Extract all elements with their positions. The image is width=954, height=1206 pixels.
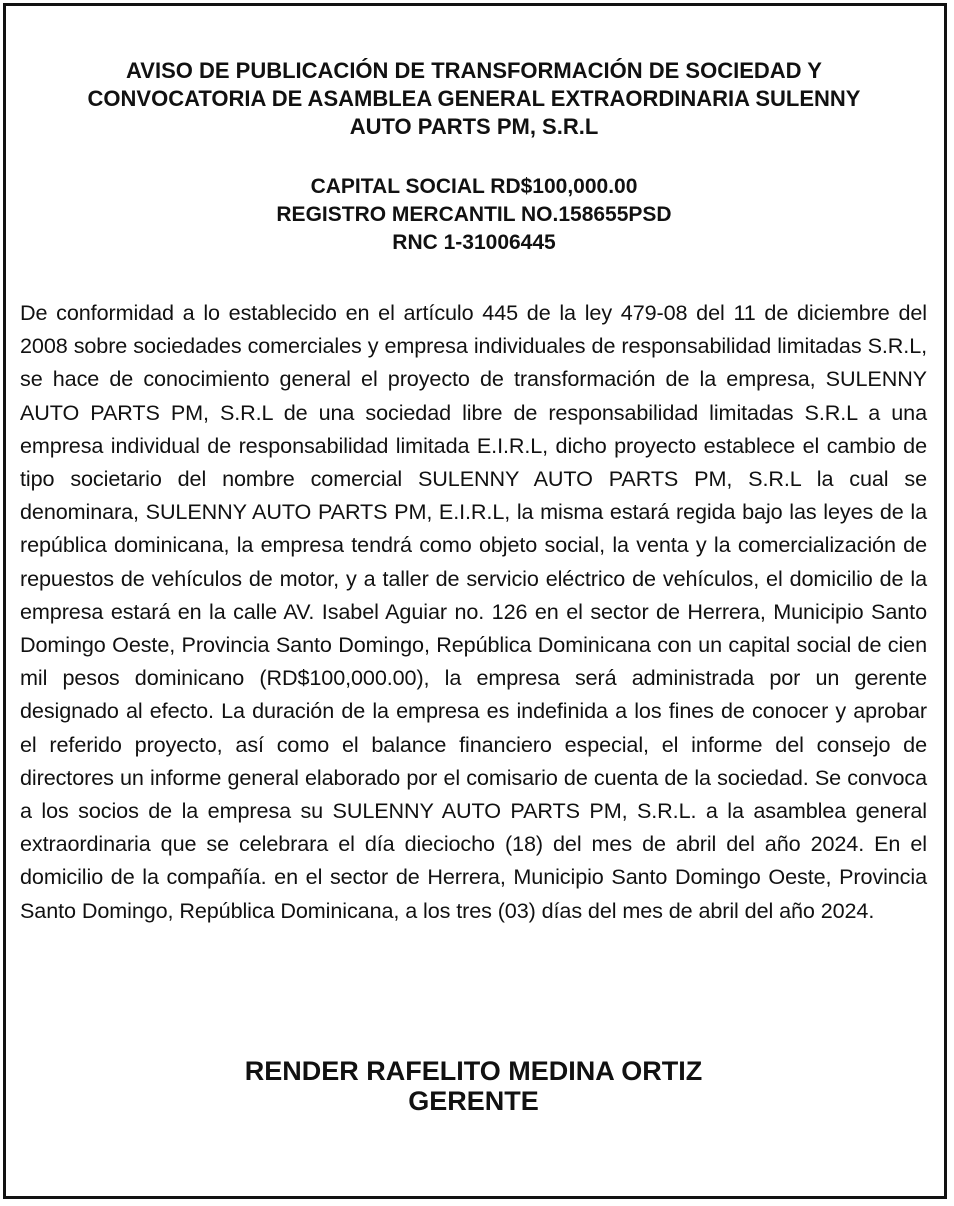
signer-title: GERENTE <box>408 1086 539 1116</box>
registro-mercantil: REGISTRO MERCANTIL NO.158655PSD <box>276 203 672 226</box>
title-line-3: AUTO PARTS PM, S.R.L <box>349 114 599 139</box>
signature-block <box>20 1056 927 1116</box>
title-line-2: CONVOCATORIA DE ASAMBLEA GENERAL EXTRAORDINARIA SULENNY <box>87 86 861 111</box>
capital-social: CAPITAL SOCIAL RD$100,000.00 <box>310 175 638 198</box>
notice-body: De conformidad a lo establecido en el artículo 445 de la ley 479-08 del 11 de diciembre del 2008 sobre sociedades comerciales y empresa individuales de responsabilidad limitadas S.R.L, se hace de conocimiento general el proyecto de transformación de la empresa, SULENNY AUTO PARTS PM, S.R.L de una sociedad libre de responsabilidad limitadas S.R.L a una empresa individual de responsabilidad limitada E.I.R.L, dicho proyecto establece el cambio de tipo societario del nombre comercial SULENNY AUTO PARTS PM, S.R.L la cual se denominara, SULENNY AUTO PARTS PM, E.I.R.L, la misma estará regida bajo las leyes de la república dominicana, la empresa tendrá como objeto social, la venta y la comercialización de repuestos de vehículos de motor, y a taller de servicio eléctrico de vehículos, el domicilio de la empresa estará en la calle AV. Isabel Aguiar no. 126 en el sector de Herrera, Municipio Santo Domingo Oeste, Provincia Santo Domingo, República Dominicana con un capital social de cien mil pesos dominicano (RD$100,000.00), la empresa será administrada por un gerente designado al efecto. La duración de la empresa es indefinida a los fines de conocer y aprobar el referido proyecto, así como el balance financiero especial, el informe del consejo de directores un informe general elaborado por el comisario de cuenta de la sociedad. Se convoca a los socios de la empresa su SULENNY AUTO PARTS PM, S.R.L. a la asamblea general extraordinaria que se celebrara el día dieciocho (18) del mes de abril del año 2024. En el domicilio de la compañía. en el sector de Herrera, Municipio Santo Domingo Oeste, Provincia Santo Domingo, República Dominicana, a los tres (03) días del mes de abril del año 2024. <box>20 300 927 923</box>
company-registration-info <box>20 173 928 257</box>
rnc-number: RNC 1-31006445 <box>392 231 556 254</box>
title-line-1: AVISO DE PUBLICACIÓN DE TRANSFORMACIÓN DE SOCIEDAD Y <box>126 58 822 83</box>
signer-name: RENDER RAFELITO MEDINA ORTIZ <box>244 1056 703 1086</box>
notice-title <box>20 57 928 141</box>
